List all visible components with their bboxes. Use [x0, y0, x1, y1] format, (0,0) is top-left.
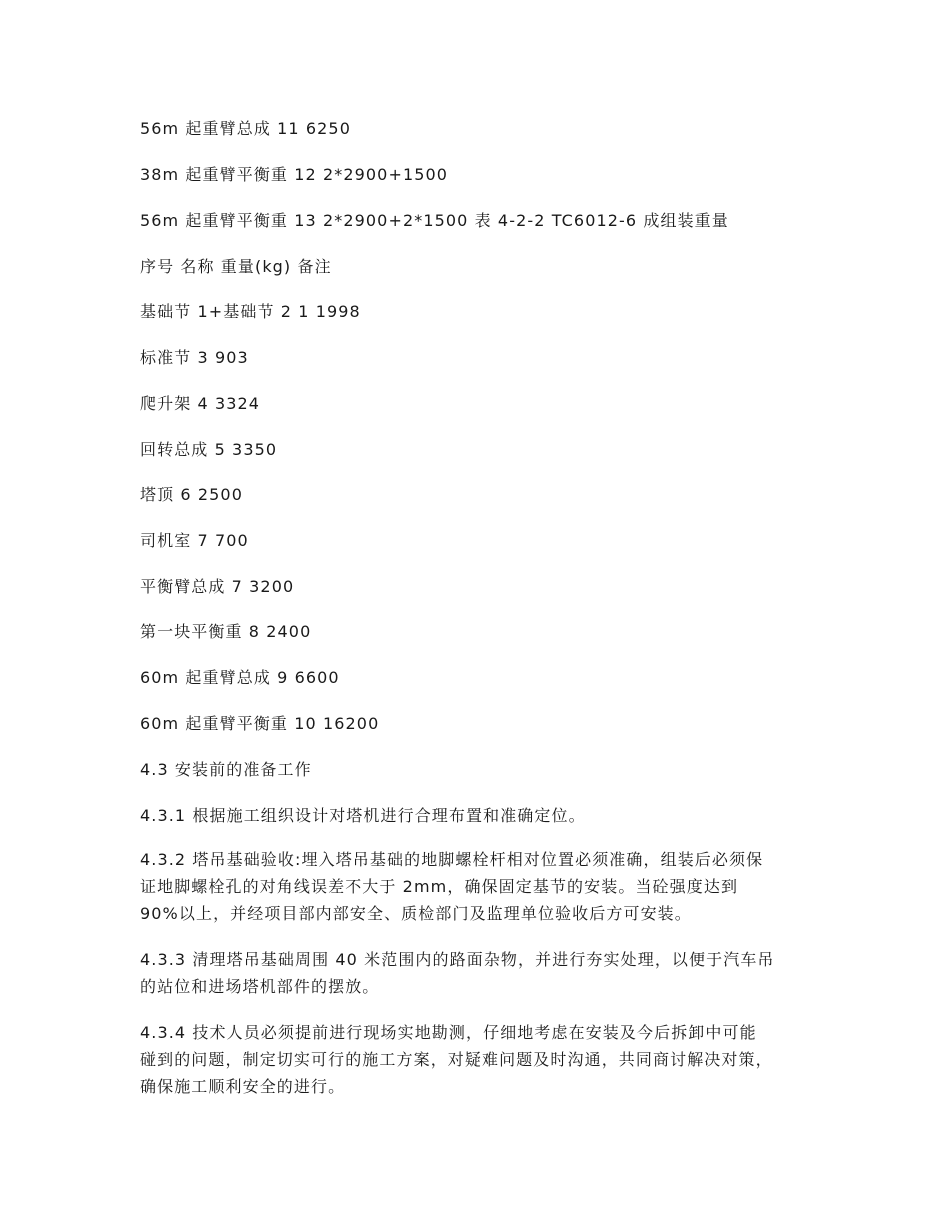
paragraph-line: 90%以上，并经项目部内部安全、质检部门及监理单位验收后方可安装。: [140, 904, 692, 923]
table-line: 第一块平衡重 8 2400: [140, 622, 312, 641]
table-line: 标准节 3 903: [140, 348, 249, 367]
table-line: 56m 起重臂总成 11 6250: [140, 119, 351, 138]
table-line: 56m 起重臂平衡重 13 2*2900+2*1500 表 4-2-2 TC6012-6 成组装重量: [140, 211, 729, 230]
table-line: 38m 起重臂平衡重 12 2*2900+1500: [140, 165, 449, 184]
table-header-line: 序号 名称 重量(kg) 备注: [140, 257, 332, 276]
paragraph-4-3-2: [140, 846, 820, 927]
paragraph-4-3-4: [140, 1019, 820, 1100]
paragraph-line: 的站位和进场塔机部件的摆放。: [140, 977, 380, 996]
table-line: 司机室 7 700: [140, 531, 249, 550]
table-line: 平衡臂总成 7 3200: [140, 577, 295, 596]
paragraph-line: 4.3.2 塔吊基础验收:埋入塔吊基础的地脚螺栓杆相对位置必须准确，组装后必须保: [140, 850, 764, 869]
paragraph-4-3-1: 4.3.1 根据施工组织设计对塔机进行合理布置和准确定位。: [140, 806, 586, 825]
section-heading: 4.3 安装前的准备工作: [140, 760, 312, 779]
table-line: 60m 起重臂平衡重 10 16200: [140, 714, 380, 733]
table-line: 塔顶 6 2500: [140, 485, 243, 504]
paragraph-line: 确保施工顺利安全的进行。: [140, 1077, 346, 1096]
table-line: 基础节 1+基础节 2 1 1998: [140, 302, 361, 321]
table-line: 爬升架 4 3324: [140, 394, 261, 413]
paragraph-line: 证地脚螺栓孔的对角线误差不大于 2mm，确保固定基节的安装。当砼强度达到: [140, 877, 739, 896]
table-line: 回转总成 5 3350: [140, 440, 278, 459]
paragraph-line: 碰到的问题，制定切实可行的施工方案，对疑难问题及时沟通，共同商讨解决对策，: [140, 1050, 773, 1069]
paragraph-line: 4.3.4 技术人员必须提前进行现场实地勘测，仔细地考虑在安装及今后拆卸中可能: [140, 1023, 757, 1042]
paragraph-4-3-3: [140, 946, 820, 1000]
table-line: 60m 起重臂总成 9 6600: [140, 668, 340, 687]
paragraph-line: 4.3.3 清理塔吊基础周围 40 米范围内的路面杂物，并进行夯实处理，以便于汽车吊: [140, 950, 775, 969]
